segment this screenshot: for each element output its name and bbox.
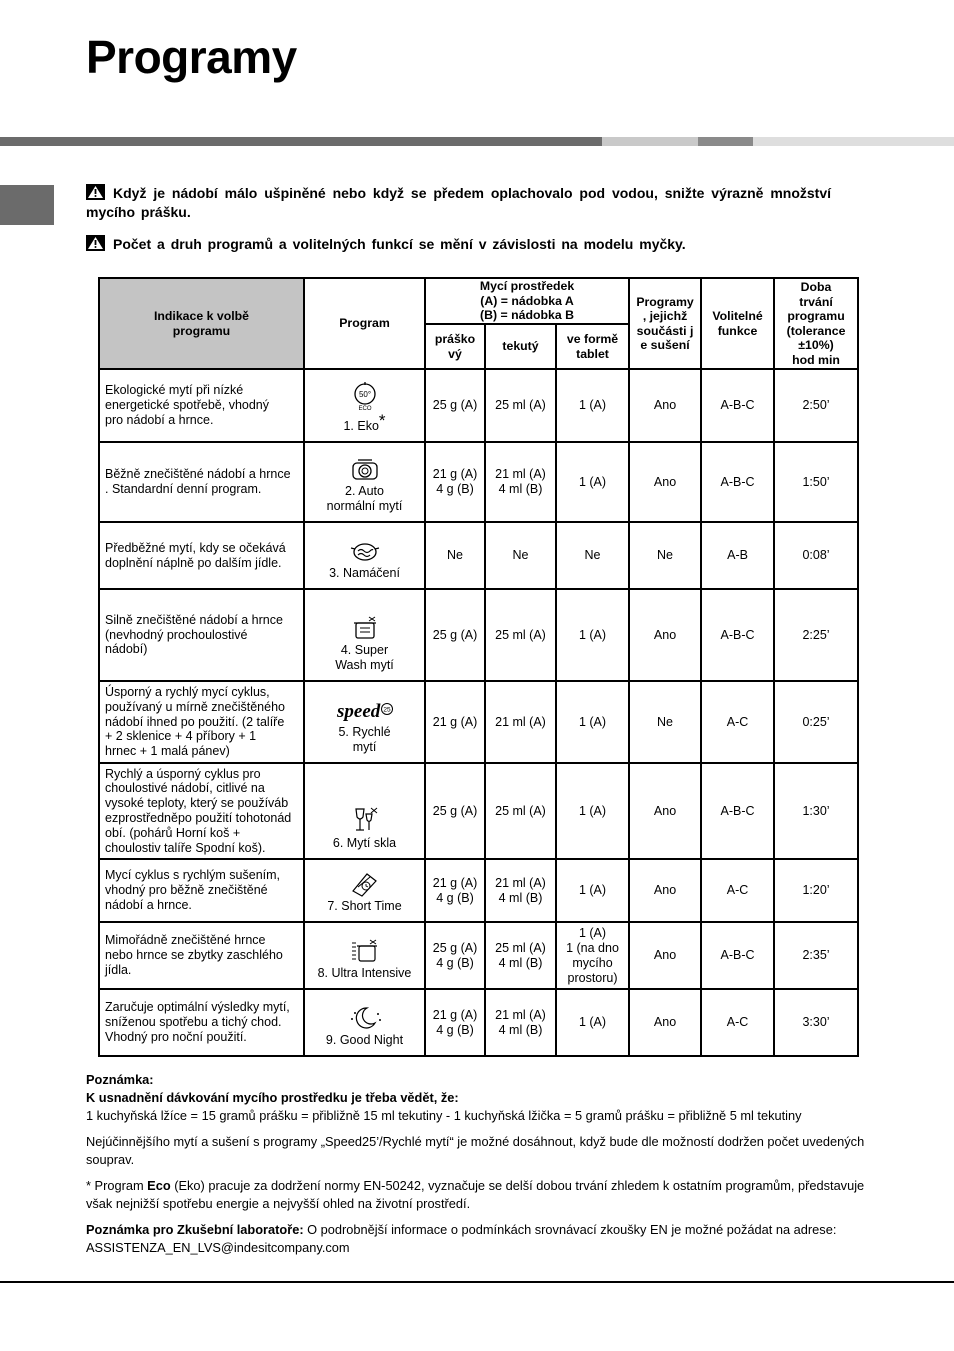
row-options: A-B-C [701,442,774,522]
header-band-mid [698,137,753,146]
section-tab [0,185,54,225]
notes-label: Poznámka: [86,1072,154,1087]
row-drying: Ano [629,369,701,442]
row-description: Předběžné mytí, kdy se očekává doplnění náplně po dalším jídle. [99,522,304,589]
table-row [99,763,858,859]
row-program: speed 25 5. Rychlé mytí [304,681,425,763]
row-drying: Ano [629,763,701,859]
glasses-icon [351,806,379,834]
lab-email: ASSISTENZA_EN_LVS@indesitcompany.com [86,1240,350,1255]
row-duration: 0:08’ [774,522,858,589]
row-program: 6. Mytí skla [304,763,425,859]
page-title: Programy [86,31,297,83]
table-row [99,442,858,522]
row-description: Ekologické mytí při nízké energetické spotřebě, vhodný pro nádobí a hrnce. [99,369,304,442]
row-tablet: 1 (A) [556,989,629,1056]
header-detergent: Mycí prostředek (A) = nádobka A (B) = nádobka B [425,278,629,324]
row-options: A-B [701,522,774,589]
ultra-intensive-icon [350,938,380,964]
table-row [99,681,858,763]
row-powder: 21 g (A) [425,681,485,763]
row-powder: 25 g (A) [425,589,485,681]
header-band-light [602,137,698,146]
row-duration: 2:25’ [774,589,858,681]
svg-text:speed: speed [336,701,380,722]
row-options: A-B-C [701,589,774,681]
short-time-icon [350,871,380,897]
svg-text:50°: 50° [358,390,371,399]
lab-note: Poznámka pro Zkušební laboratoře: O podrobnější informace o podmínkách srovnávací zkoušky EN je možné požádat na adrese: ASSISTENZA_EN_LVS@indesitcompany.com [86,1222,837,1255]
header-indication: Indikace k volbě programu [99,278,304,369]
row-program: 9. Good Night [304,989,425,1056]
eco-50-icon [352,381,378,411]
table-row [99,922,858,989]
row-description: Mycí cyklus s rychlým sušením, vhodný pro běžně znečištěné nádobí a hrnce. [99,859,304,922]
row-tablet: 1 (A) 1 (na dno mycího prostoru) [556,922,629,989]
svg-text:25: 25 [382,706,391,714]
warning-text-1: Když je nádobí málo ušpiněné nebo když se předem oplachovalo pod vodou, snižte výrazně množství mycího prášku. [86,185,831,220]
super-wash-icon [351,615,379,641]
speed-note: Nejúčinnějšího mytí a sušení s programy „Speed25’/Rychlé mytí“ je možné dosáhnout, když bude dle možností dodržen počet uvedených souprav. [86,1134,865,1167]
table-row [99,369,858,442]
row-duration: 1:50’ [774,442,858,522]
row-drying: Ano [629,989,701,1056]
notes-section [86,1071,886,1257]
row-duration: 1:20’ [774,859,858,922]
row-liquid: 25 ml (A) [485,589,556,681]
row-drying: Ano [629,442,701,522]
header-liquid: tekutý [485,324,556,369]
row-liquid: 25 ml (A) [485,763,556,859]
row-description: Zaručuje optimální výsledky mytí, sníženou spotřebu a tichý chod. Vhodný pro noční použití. [99,989,304,1056]
header-drying: Programy , jejichž součásti j e sušení [629,278,701,369]
row-powder: 21 g (A) 4 g (B) [425,442,485,522]
row-powder: 25 g (A) [425,369,485,442]
row-tablet: 1 (A) [556,763,629,859]
row-drying: Ano [629,859,701,922]
row-tablet: 1 (A) [556,859,629,922]
footer-rule [0,1281,954,1283]
header-powder: práško vý [425,324,485,369]
row-duration: 3:30’ [774,989,858,1056]
row-liquid: 21 ml (A) [485,681,556,763]
row-tablet: 1 (A) [556,589,629,681]
programs-table [98,277,859,1057]
row-liquid: 21 ml (A) 4 ml (B) [485,859,556,922]
row-options: A-B-C [701,922,774,989]
warning-icon [86,184,105,200]
row-liquid: 21 ml (A) 4 ml (B) [485,989,556,1056]
header-tablet: ve formě tablet [556,324,629,369]
warning-note-1 [86,184,831,222]
row-tablet: 1 (A) [556,442,629,522]
row-drying: Ne [629,681,701,763]
header-band-pale [753,137,954,146]
row-tablet: 1 (A) [556,369,629,442]
dosing-text: 1 kuchyňská lžíce = 15 gramů prášku = přibližně 15 ml tekutiny - 1 kuchyňská lžička = 5 gramů prášku = přibližně 5 ml tekutiny [86,1108,802,1123]
warning-note-2 [86,235,831,254]
row-liquid: 25 ml (A) 4 ml (B) [485,922,556,989]
header-program: Program [304,278,425,369]
warning-icon [86,235,105,251]
row-program: 50° ECO 1. Eko* [304,369,425,442]
row-liquid: Ne [485,522,556,589]
row-tablet: Ne [556,522,629,589]
good-night-icon [347,1005,383,1031]
row-options: A-C [701,989,774,1056]
row-liquid: 25 ml (A) [485,369,556,442]
row-liquid: 21 ml (A) 4 ml (B) [485,442,556,522]
speed-25-icon [336,699,394,723]
header-options: Volitelné funkce [701,278,774,369]
table-row [99,989,858,1056]
dosing-heading: K usnadnění dávkování mycího prostředku je třeba vědět, že: [86,1090,459,1105]
soak-icon [350,540,380,564]
row-powder: 21 g (A) 4 g (B) [425,989,485,1056]
row-options: A-B-C [701,369,774,442]
header-band-dark [0,137,602,146]
row-duration: 0:25’ [774,681,858,763]
table-row [99,589,858,681]
row-drying: Ano [629,922,701,989]
row-duration: 2:50’ [774,369,858,442]
row-program: 3. Namáčení [304,522,425,589]
row-description: Běžně znečištěné nádobí a hrnce . Standardní denní program. [99,442,304,522]
auto-pot-icon [350,458,380,482]
row-program: 8. Ultra Intensive [304,922,425,989]
row-drying: Ano [629,589,701,681]
row-description: Silně znečištěné nádobí a hrnce (nevhodný prochoulostivé nádobí) [99,589,304,681]
row-description: Rychlý a úsporný cyklus pro choulostivé nádobí, citlivé na vysoké teploty, který se používáb ezprostředněpo použití tohotonád obí. (pohárů Horní koš + choulostiv talíře Spodní koš). [99,763,304,859]
row-powder: 25 g (A) [425,763,485,859]
svg-text:ECO: ECO [357,406,372,411]
row-duration: 1:30’ [774,763,858,859]
row-program: 4. Super Wash mytí [304,589,425,681]
row-program: 7. Short Time [304,859,425,922]
row-program: 2. Auto normální mytí [304,442,425,522]
row-duration: 2:35’ [774,922,858,989]
row-options: A-C [701,681,774,763]
eco-note: * Program Eco (Eko) pracuje za dodržení normy EN-50242, vyznačuje se delší dobou trvání zhledem k ostatním programům, představuje však nejnižší spotřebu energie a nejvyšší ohled na životní prostředí. [86,1178,865,1211]
row-description: Úsporný a rychlý mycí cyklus, používaný u mírně znečištěného nádobí ihned po použití. (2 talíře + 2 sklenice + 4 příbory + 1 hrnec + 1 malá pánev) [99,681,304,763]
row-options: A-B-C [701,763,774,859]
table-row [99,522,858,589]
row-tablet: 1 (A) [556,681,629,763]
row-powder: 25 g (A) 4 g (B) [425,922,485,989]
row-description: Mimořádně znečištěné hrnce nebo hrnce se zbytky zaschlého jídla. [99,922,304,989]
row-options: A-C [701,859,774,922]
row-drying: Ne [629,522,701,589]
table-row [99,859,858,922]
row-powder: 21 g (A) 4 g (B) [425,859,485,922]
row-powder: Ne [425,522,485,589]
header-duration: Doba trvání programu (tolerance ±10%) hod min [774,278,858,369]
warning-text-2: Počet a druh programů a volitelných funkcí se mění v závislosti na modelu myčky. [113,236,686,252]
